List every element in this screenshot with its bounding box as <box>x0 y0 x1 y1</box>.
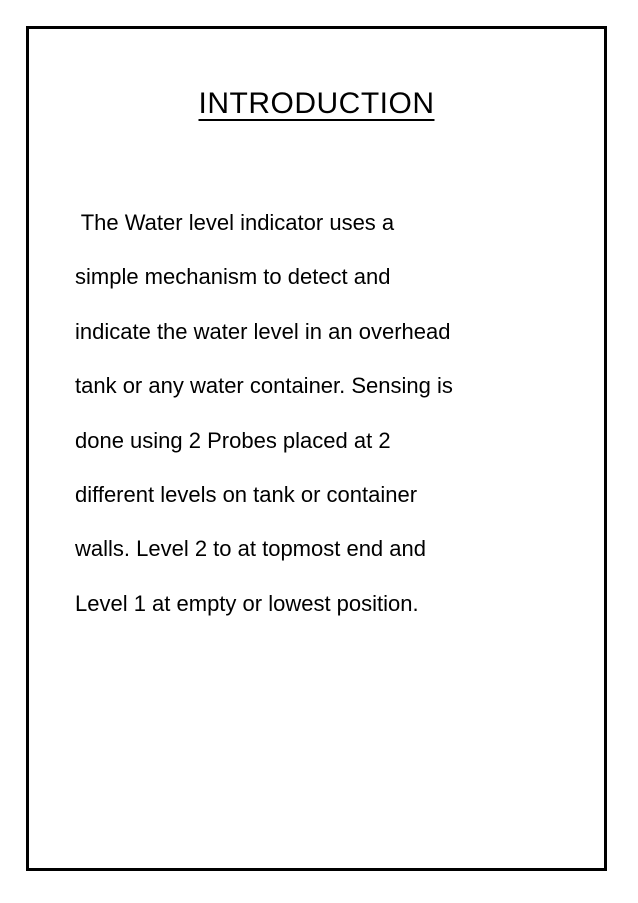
paragraph-line-1: The Water level indicator uses a <box>75 210 395 235</box>
introduction-paragraph <box>75 196 595 631</box>
paragraph-line-3: indicate the water level in an overhead <box>75 318 451 344</box>
paragraph-line-4: tank or any water container. Sensing is <box>75 373 453 399</box>
page-title: INTRODUCTION <box>198 87 435 120</box>
paragraph-line-7: walls. Level 2 to at topmost end and <box>75 536 426 562</box>
paragraph-line-6: different levels on tank or container <box>75 481 418 507</box>
paragraph-line-2: simple mechanism to detect and <box>75 264 391 290</box>
paragraph-line-5: done using 2 Probes placed at 2 <box>75 427 391 453</box>
paragraph-line-8: Level 1 at empty or lowest position. <box>75 590 419 616</box>
page-border <box>26 26 607 871</box>
